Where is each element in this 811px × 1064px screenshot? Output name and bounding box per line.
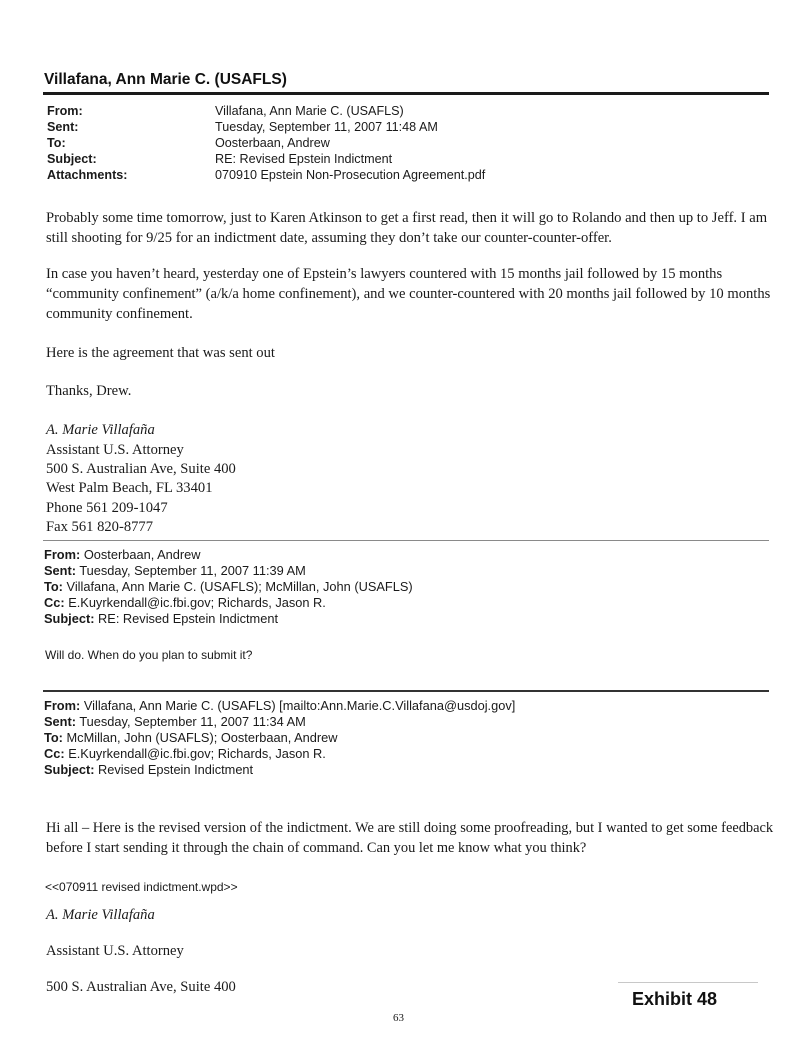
fw1-to: Villafana, Ann Marie C. (USAFLS); McMillan, John (USAFLS) — [66, 579, 413, 594]
fw2-subject: Revised Epstein Indictment — [98, 762, 254, 777]
fw1-sent-label: Sent: — [44, 563, 76, 578]
forward-divider-1 — [43, 540, 769, 541]
body-paragraph-4: Thanks, Drew. — [46, 383, 132, 399]
fw2-to-label: To: — [44, 730, 63, 745]
exhibit-divider — [618, 982, 758, 983]
signature-role: Assistant U.S. Attorney — [46, 442, 184, 458]
fw2-body: Hi all – Here is the revised version of the indictment. We are still doing some proofreading, but I wanted to get some feedback before I start sending it through the chain of command. Can you let me know what you think? — [46, 820, 774, 856]
fw1-cc: E.Kuyrkendall@ic.fbi.gov; Richards, Jason R. — [68, 595, 326, 610]
sent-label: Sent: — [47, 120, 79, 134]
fw2-sent: Tuesday, September 11, 2007 11:34 AM — [79, 714, 306, 729]
fw2-attachment[interactable]: <<070911 revised indictment.wpd>> — [45, 880, 238, 894]
signature-phone: Phone 561 209-1047 — [46, 500, 168, 516]
signature-address-2: West Palm Beach, FL 33401 — [46, 480, 213, 496]
fw2-cc-label: Cc: — [44, 746, 65, 761]
fw2-signature-name: A. Marie Villafaña — [46, 907, 155, 923]
title-divider — [43, 92, 769, 95]
fw1-from-label: From: — [44, 547, 81, 562]
fw1-body: Will do. When do you plan to submit it? — [45, 648, 253, 662]
sent-value: Tuesday, September 11, 2007 11:48 AM — [215, 120, 438, 134]
fw1-cc-label: Cc: — [44, 595, 65, 610]
from-label: From: — [47, 104, 83, 118]
from-value: Villafana, Ann Marie C. (USAFLS) — [215, 104, 404, 118]
fw2-subject-label: Subject: — [44, 762, 95, 777]
to-value: Oosterbaan, Andrew — [215, 136, 330, 150]
attachment-link[interactable]: 070910 Epstein Non-Prosecution Agreement.pdf — [215, 168, 486, 182]
attachments-label: Attachments: — [47, 168, 128, 182]
body-paragraph-3: Here is the agreement that was sent out — [46, 345, 275, 361]
signature-name: A. Marie Villafaña — [46, 422, 155, 438]
fw2-from: Villafana, Ann Marie C. (USAFLS) [mailto:Ann.Marie.C.Villafana@usdoj.gov] — [83, 698, 516, 713]
signature-fax: Fax 561 820-8777 — [46, 519, 154, 535]
subject-value: RE: Revised Epstein Indictment — [215, 152, 393, 166]
email-sender-title: Villafana, Ann Marie C. (USAFLS) — [44, 71, 287, 88]
fw2-signature-address: 500 S. Australian Ave, Suite 400 — [46, 979, 236, 995]
signature-address-1: 500 S. Australian Ave, Suite 400 — [46, 461, 236, 477]
fw2-from-label: From: — [44, 698, 81, 713]
fw1-sent: Tuesday, September 11, 2007 11:39 AM — [79, 563, 306, 578]
exhibit-label: Exhibit 48 — [632, 989, 718, 1009]
to-label: To: — [47, 136, 66, 150]
subject-label: Subject: — [47, 152, 97, 166]
fw1-subject: RE: Revised Epstein Indictment — [98, 611, 278, 626]
forward-divider-2 — [43, 690, 769, 692]
fw1-subject-label: Subject: — [44, 611, 95, 626]
body-paragraph-2: In case you haven’t heard, yesterday one of Epstein’s lawyers countered with 15 months jail followed by 15 months “community confinement” (a/k/a home confinement), and we counter-countered with 20 months jail followed by 10 months community confinement. — [46, 266, 771, 322]
fw2-signature-role: Assistant U.S. Attorney — [46, 943, 184, 959]
fw2-sent-label: Sent: — [44, 714, 76, 729]
fw1-to-label: To: — [44, 579, 63, 594]
fw2-cc: E.Kuyrkendall@ic.fbi.gov; Richards, Jason R. — [68, 746, 326, 761]
fw1-from: Oosterbaan, Andrew — [83, 547, 201, 562]
body-paragraph-1: Probably some time tomorrow, just to Karen Atkinson to get a first read, then it will go to Rolando and then up to Jeff. I am still shooting for 9/25 for an indictment date, assuming they don’t take our counter-counter-offer. — [46, 210, 768, 246]
fw2-to: McMillan, John (USAFLS); Oosterbaan, Andrew — [66, 730, 338, 745]
page-number: 63 — [393, 1012, 404, 1024]
